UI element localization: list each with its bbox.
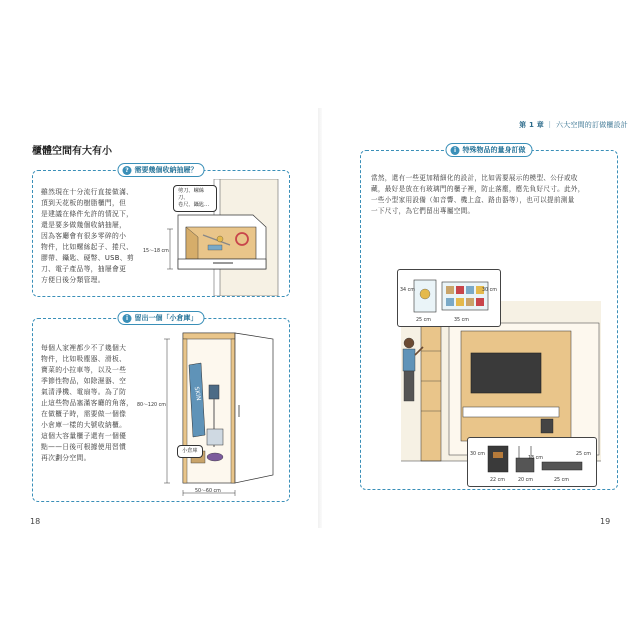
storage-width-dim: 50～60 cm	[195, 489, 221, 494]
text-line: 當然，還有一些更加精細化的設計，比如需要展示的模型、公仔或收	[371, 174, 578, 182]
drawer-height-dim: 15～18 cm	[143, 249, 169, 254]
dim-bot-h3: 25 cm	[576, 452, 591, 457]
page-gutter	[318, 108, 322, 528]
text-line: 方便日後分類管理。	[41, 276, 105, 284]
info-icon: i	[123, 314, 132, 323]
dim-top-h2: 30 cm	[482, 288, 497, 293]
header-chapter: 第 1 章	[519, 121, 544, 129]
display-cabinet-inset	[397, 269, 501, 327]
text-line: 氣清淨機、電扇等。為了防	[41, 388, 127, 396]
storage-height-dim: 80～120 cm	[137, 403, 166, 408]
text-line: 點——日後可根據使用習慣	[41, 443, 127, 451]
card-custom-title	[446, 143, 533, 157]
text-line: 藏，最好是放在有玻璃門的櫃子裡，防止落塵，應先負好尺寸。此外，	[371, 185, 585, 193]
text-line: 一些小型家用設備（如音響、機上盒、路由器等），也可以提前測量	[371, 196, 575, 204]
text-line: 寶菜的小拉車等，以及一些	[41, 366, 127, 374]
dim-bot-h1: 30 cm	[470, 452, 485, 457]
text-line: 再次劃分空間。	[41, 454, 91, 462]
left-section-title: 櫃體空間有大有小	[32, 146, 112, 157]
card-drawers	[32, 166, 290, 297]
card-custom-items	[360, 146, 618, 490]
text-line: 物件，比如吸塵器、滑板、	[41, 355, 127, 363]
text-line: 每個人家裡都少不了幾個大	[41, 344, 127, 352]
text-line: 膠帶、鑷匙、硬幣、USB、剪	[41, 254, 134, 262]
drawer-callout	[173, 185, 217, 212]
media-devices-inset	[467, 437, 597, 487]
text-line: 止這些物品塞滿客廳的角落，	[41, 399, 134, 407]
question-icon: ?	[123, 166, 132, 175]
callout-line: 剪刀、螺絲刀、	[178, 188, 204, 201]
dim-bot-h2: 13 cm	[528, 456, 543, 461]
card-custom-text	[371, 173, 611, 217]
text-line: 是建議在條件允許的情況下，	[41, 210, 134, 218]
card-storage-title-text: 留出一個「小倉庫」	[134, 314, 198, 322]
storage-cabinet-illustration	[161, 325, 287, 501]
card-storage	[32, 314, 290, 502]
callout-line: 卷尺、鑷匙…	[178, 202, 210, 208]
dim-bot-w2: 20 cm	[518, 478, 533, 483]
dim-bot-w3: 25 cm	[554, 478, 569, 483]
skin-text: SKIN	[192, 386, 203, 402]
card-drawers-text	[41, 187, 161, 286]
dim-top-w1: 25 cm	[416, 318, 431, 323]
card-drawers-title	[118, 163, 205, 177]
dim-bot-w1: 22 cm	[490, 478, 505, 483]
page-number-right: 19	[600, 517, 611, 526]
text-line: 雖然現在十分流行直接做滿、	[41, 188, 134, 196]
text-line: 一下尺寸，為它們留出專屬空間。	[371, 207, 475, 215]
dim-top-w2: 35 cm	[454, 318, 469, 323]
card-storage-title	[118, 311, 205, 325]
text-line: 還是要多做幾個收納抽屜，	[41, 221, 127, 229]
display-cabinet-drawing	[412, 276, 496, 316]
header-separator: ｜	[546, 121, 554, 129]
text-line: 物件，比如螺絲起子、捲尺、	[41, 243, 134, 251]
text-line: 這個大容量櫃子還有一個優	[41, 432, 127, 440]
text-line: 在做櫃子時，需要做一個像	[41, 410, 127, 418]
info-icon: i	[451, 146, 460, 155]
text-line: 刀、電子產品等，抽屜會更	[41, 265, 127, 273]
text-line: 頂到天花板的樹脂櫃門，但	[41, 199, 127, 207]
page-number-left: 18	[30, 517, 41, 526]
running-header	[519, 120, 628, 130]
storage-callout: 小倉庫	[177, 445, 203, 458]
card-custom-title-text: 特殊物品的量身訂做	[462, 146, 526, 154]
dim-top-h1: 34 cm	[400, 288, 415, 293]
text-line: 季節性物品，如除濕器、空	[41, 377, 127, 385]
text-line: 小倉庫一樣的大號收納櫃。	[41, 421, 127, 429]
text-line: 因為客廳會有很多零碎的小	[41, 232, 127, 240]
card-drawers-title-text: 需要幾個收納抽屜？	[134, 166, 198, 174]
header-title: 六大空間的訂做櫃設計	[556, 121, 628, 129]
